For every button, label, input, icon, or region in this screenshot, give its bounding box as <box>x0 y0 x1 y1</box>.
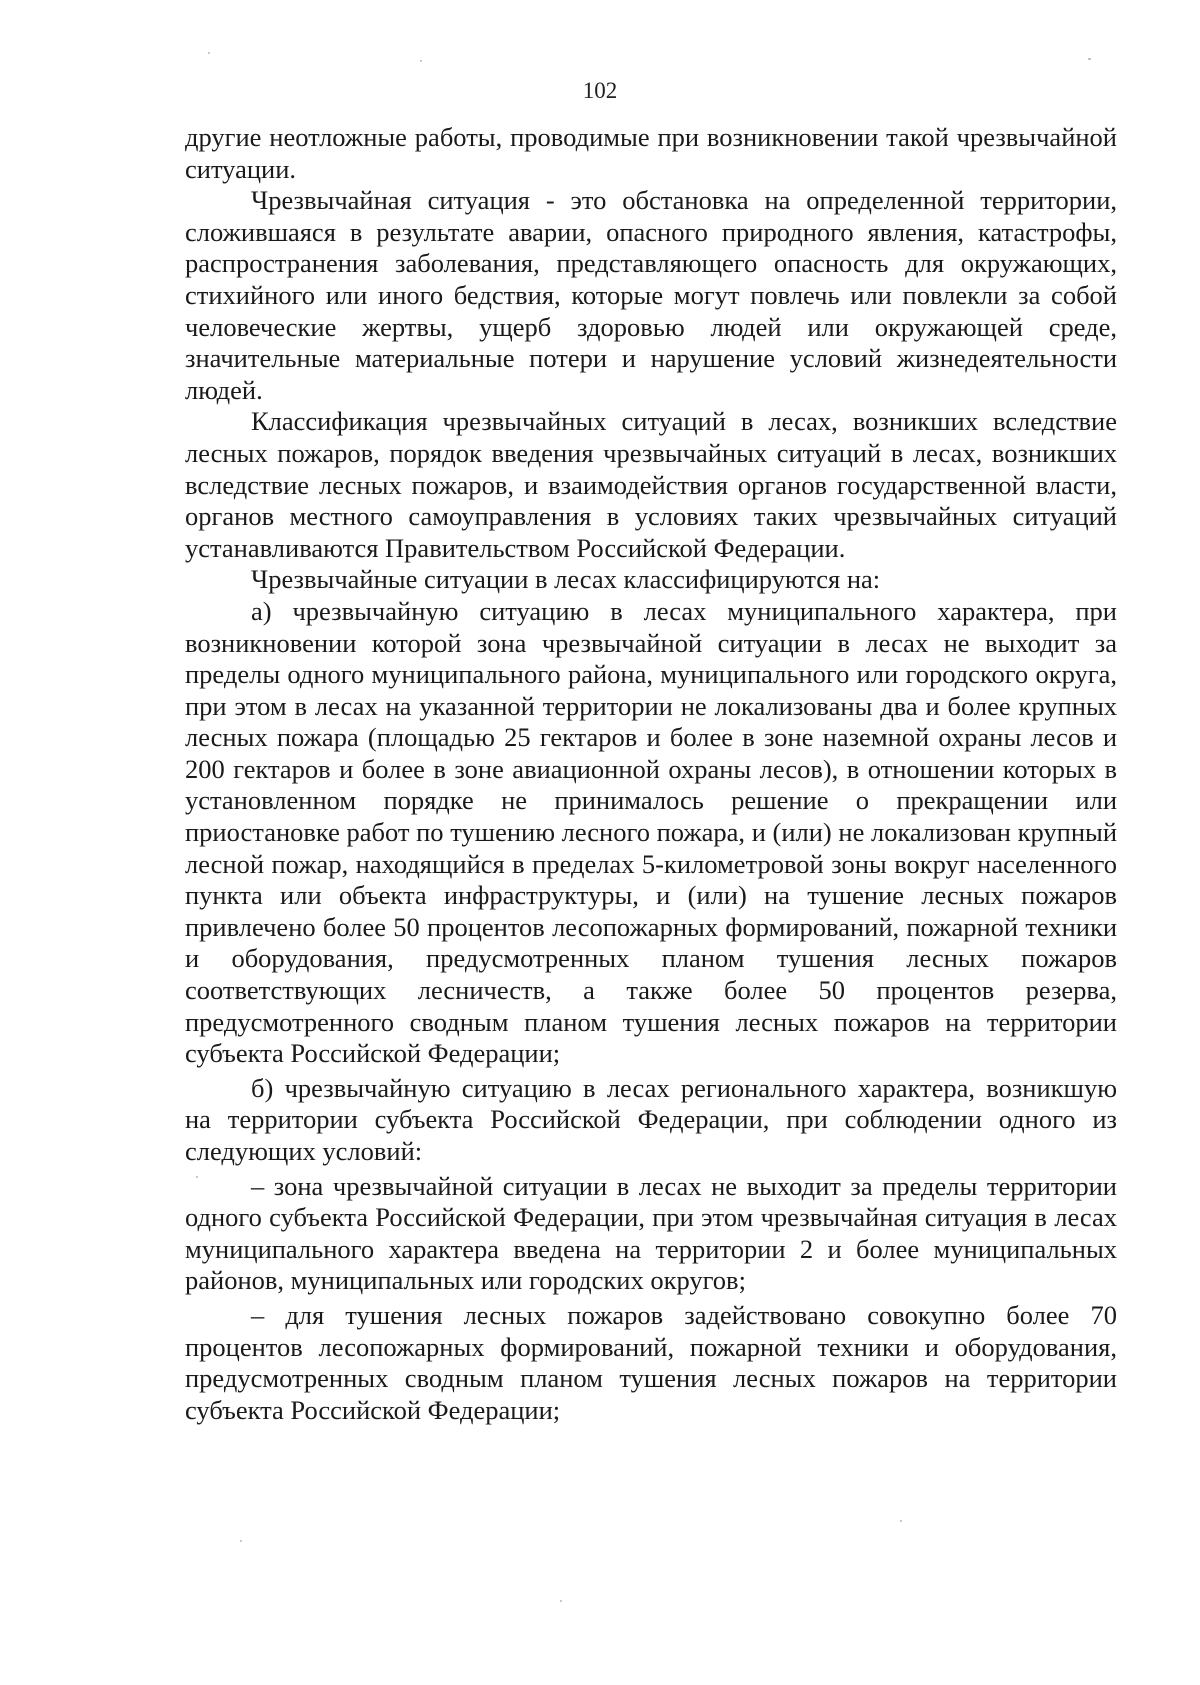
paragraph: Чрезвычайные ситуации в лесах классифицируются на: <box>251 564 881 595</box>
page-number: 102 <box>582 78 618 103</box>
paragraph: а) чрезвычайную ситуацию в лесах муниципального характера, при возникновении которой зона чрезвычайной ситуации в лесах не выходит за пределы одного муниципального района, муниципального или городского округа, при этом в лесах на указанной территории не локализованы два и более крупных лесных пожара (площадью 25 гектаров и более в зоне наземной охраны лесов и 200 гектаров и более в зоне авиационной охраны лесов), в отношении которых в установленном порядке не принималось решение о прекращении или приостановке работ по тушению лесного пожара, и (или) не локализован крупный лесной пожар, находящийся в пределах 5-километровой зоны вокруг населенного пункта или объекта инфраструктуры, и (или) на тушение лесных пожаров привлечено более 50 процентов лесопожарных формирований, пожарной техники и оборудования, предусмотренных планом тушения лесных пожаров соответствующих лесничеств, а также более 50 процентов резерва, предусмотренного сводным планом тушения лесных пожаров на территории субъекта Российской Федерации; <box>185 595 1117 1069</box>
scan-speck <box>196 1176 198 1178</box>
scan-speck <box>900 1520 902 1522</box>
scan-speck <box>1088 58 1091 60</box>
paragraph: – зона чрезвычайной ситуации в лесах не выходит за пределы территории одного субъекта Российской Федерации, при этом чрезвычайная ситуация в лесах муниципального характера введена на территории 2 и более муниципальных районов, муниципальных или городских округов; <box>185 1170 1117 1296</box>
paragraph: б) чрезвычайную ситуацию в лесах регионального характера, возникшую на территории субъекта Российской Федерации, при соблюдении одного из следующих условий: <box>185 1072 1117 1166</box>
paragraph: Чрезвычайная ситуация - это обстановка на определенной территории, сложившаяся в результате аварии, опасного природного явления, катастрофы, распространения заболевания, представляющего опасность для окружающих, стихийного или иного бедствия, которые могут повлечь или повлекли за собой человеческие жертвы, ущерб здоровью людей или окружающей среде, значительные материальные потери и нарушение условий жизнедеятельности людей. <box>185 185 1117 405</box>
scan-speck <box>420 60 422 62</box>
scan-speck <box>560 1600 562 1602</box>
paragraph: другие неотложные работы, проводимые при возникновении такой чрезвычайной ситуации. <box>185 122 1117 184</box>
scan-speck <box>240 1540 242 1542</box>
paragraph: Классификация чрезвычайных ситуаций в лесах, возникших вследствие лесных пожаров, порядок введения чрезвычайных ситуаций в лесах, возникших вследствие лесных пожаров, и взаимодействия органов государственной власти, органов местного самоуправления в условиях таких чрезвычайных ситуаций устанавливаются Правительством Российской Федерации. <box>185 406 1117 563</box>
document-body <box>185 122 1117 1426</box>
paragraph: – для тушения лесных пожаров задействовано совокупно более 70 процентов лесопожарных формирований, пожарной техники и оборудования, предусмотренных сводным планом тушения лесных пожаров на территории субъекта Российской Федерации; <box>185 1299 1117 1425</box>
scan-speck <box>208 52 210 54</box>
